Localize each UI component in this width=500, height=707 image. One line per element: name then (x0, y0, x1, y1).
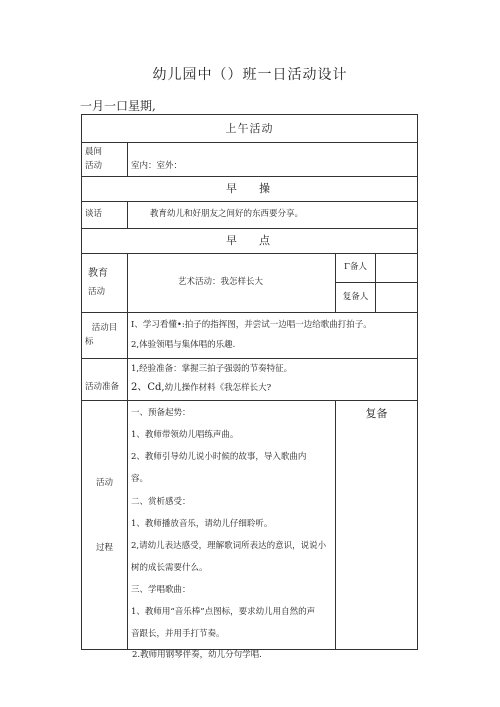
process-label-line1: 活动 (95, 478, 113, 488)
review-value (376, 283, 418, 313)
process-step-line: 容。 (131, 474, 149, 485)
morning-label-line1: 晨间 (85, 146, 103, 157)
date-line: 一月一口星期, (80, 99, 156, 113)
process-row (82, 401, 418, 650)
morning-label-line2: 活动 (85, 160, 103, 171)
process-step: 二、赏析感受： (131, 496, 191, 507)
snack-header: 早点 (82, 229, 418, 254)
process-step-line: 2、教师引导幼儿说小时候的故事，导入歌曲内 (131, 452, 307, 463)
process-step-line: 1、教师用“音乐棒”点图标，要求幼儿用自然的声 (131, 607, 316, 618)
goals-label-line2: 标 (85, 336, 94, 347)
education-label (82, 254, 128, 313)
process-label-line2: 过程 (95, 543, 113, 554)
goal-item-2: 2,体验领唱与集体唱的乐趣. (131, 339, 236, 350)
review-label: 复备人 (336, 283, 376, 313)
talk-label: 谈话 (82, 202, 128, 229)
process-step: 1、教师播放音乐，请幼儿仔细聆听。 (131, 518, 273, 529)
review-notes-header: 复备 (365, 407, 388, 420)
preparation-item-2 (131, 380, 414, 396)
morning-content: 室内：室外： (128, 143, 418, 177)
process-label (82, 401, 128, 650)
exercise-header: 早操 (82, 177, 418, 202)
process-step: 三、学唱歌曲： (131, 585, 191, 596)
talk-row (82, 202, 418, 229)
trailing-step: 2.教师用钢琴伴奏，幼儿分句学唱. (132, 650, 262, 660)
preparation-content (128, 359, 418, 401)
process-step-line: 音跟长，并用手打节奏。 (131, 629, 225, 640)
goals-label-line1: 活动目 (91, 322, 118, 333)
preparation-item-1: 1,经验准备：掌握三拍子强弱的节奏特征。 (131, 364, 293, 375)
goals-content (128, 313, 418, 359)
education-row-top (82, 254, 418, 283)
preparation-label: 活动准备 (82, 359, 128, 401)
document-title: 幼儿园中（）班一日活动设计 (152, 67, 348, 83)
morning-row (82, 143, 418, 177)
process-step (131, 538, 332, 576)
education-label-big: 教育 (88, 268, 108, 280)
process-step (131, 449, 332, 487)
education-label-small: 活动 (88, 287, 106, 298)
prep-label: Γ备人 (336, 254, 376, 283)
am-section-header: 上午活动 (82, 115, 418, 143)
activity-table (81, 114, 418, 650)
education-content: 艺术活动：我怎样长大 (128, 254, 336, 313)
morning-label (82, 143, 128, 177)
process-step: 1、教师带领幼儿唱练声曲。 (131, 430, 239, 441)
exercise-row (82, 177, 418, 202)
process-step: 一、预备起势： (131, 408, 191, 418)
prep-value (376, 254, 418, 283)
preparation-item-2-text: 幼儿操作材料《我怎样长大? (164, 383, 272, 394)
goal-item-1: I、学习看懂•:拍子的指挥图，并尝试一边唱一边给歌曲打拍子。 (131, 320, 372, 331)
process-step-line: 2,请幼儿表达感受，理解歌词所表达的意识，说说小 (131, 540, 327, 551)
preparation-item-2-prefix: 2、Cd, (131, 382, 165, 394)
snack-row (82, 229, 418, 254)
goals-row (82, 313, 418, 359)
process-step-line: 树的成长需要什么。 (131, 562, 208, 573)
am-section-row (82, 115, 418, 143)
preparation-row (82, 359, 418, 401)
process-step (131, 604, 332, 642)
goals-label (82, 313, 128, 359)
process-steps (128, 401, 336, 650)
talk-content: 教育幼儿和好朋友之间好的东西要分享。 (128, 202, 418, 229)
review-notes-column (336, 401, 418, 650)
